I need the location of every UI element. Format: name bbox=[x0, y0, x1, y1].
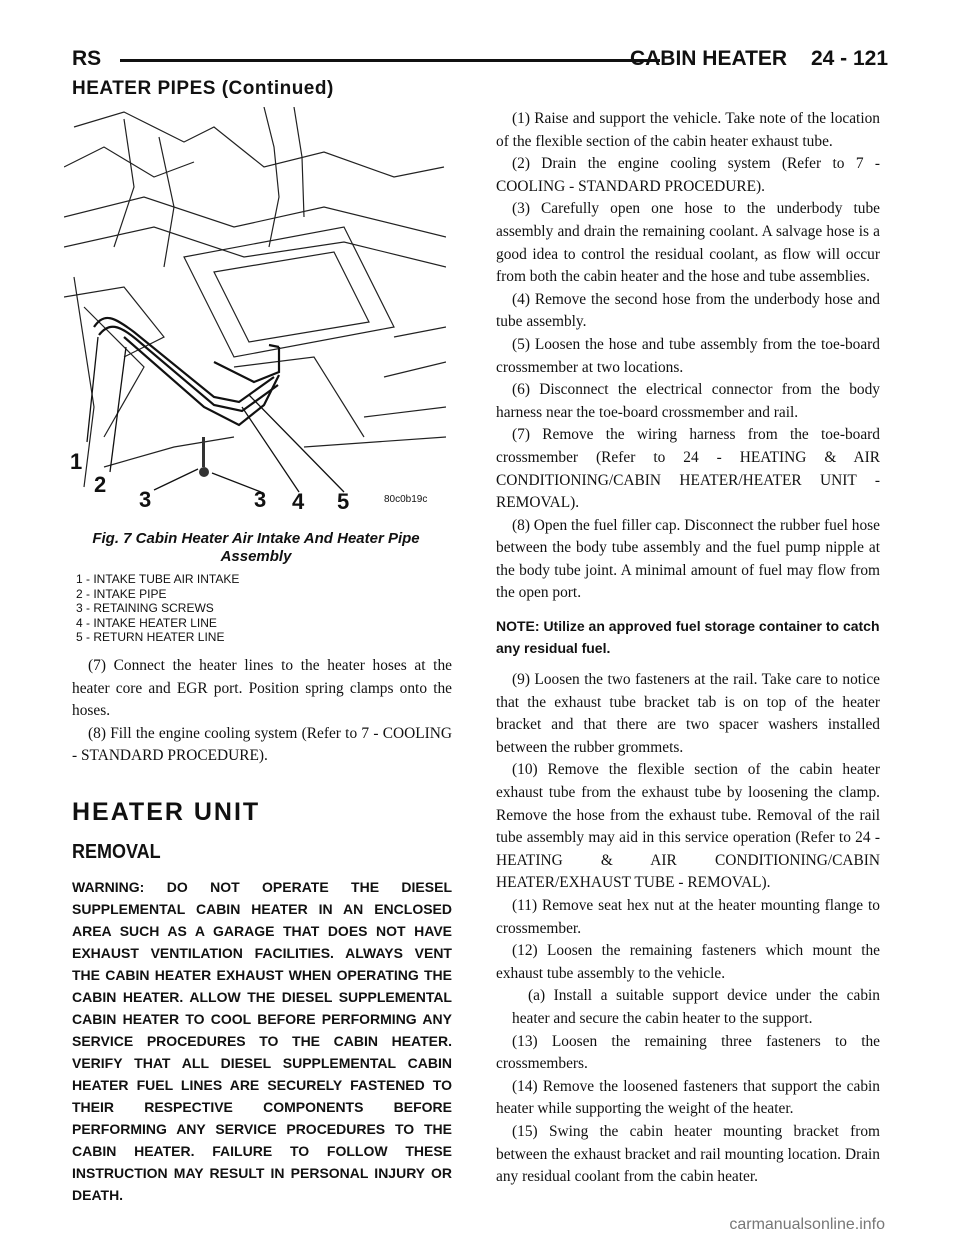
removal-step: (10) Remove the flexible section of the cabin heater exhaust tube from the exhaust tube by loosening the clamp. Remove the hose from the exhaust tube. Removal of the rail tube assembly may aid in this service operation (Refer to 24 - HEATING & AIR CONDITIONING/CABIN HEATER/EXHAUST TUBE - REMOVAL). bbox=[496, 761, 880, 892]
removal-step: (1) Raise and support the vehicle. Take note of the location of the flexible section of the cabin heater exhaust tube. bbox=[496, 110, 880, 150]
callout-4: 4 bbox=[292, 489, 305, 514]
header-page-number: 24 - 121 bbox=[810, 47, 888, 70]
step-8-fill-cooling: (8) Fill the engine cooling system (Refer to 7 - COOLING - STANDARD PROCEDURE). bbox=[72, 724, 452, 765]
removal-step: (8) Open the fuel filler cap. Disconnect the rubber fuel hose between the body tube assembly and the fuel pump nipple at the body tube joint. A minimal amount of fuel may flow from the open port. bbox=[496, 516, 880, 602]
header-vehicle-code: RS bbox=[72, 47, 102, 70]
callout-2: 2 bbox=[94, 472, 107, 497]
removal-step: (2) Drain the engine cooling system (Refer to 7 - COOLING - STANDARD PROCEDURE). bbox=[496, 155, 880, 195]
note-fuel-container: NOTE: Utilize an approved fuel storage container to catch any residual fuel. bbox=[496, 618, 880, 657]
step-7-connect-lines: (7) Connect the heater lines to the heater hoses at the heater core and EGR port. Position spring clamps onto the hoses. bbox=[72, 657, 452, 720]
warning-text: WARNING: DO NOT OPERATE THE DIESEL SUPPLEMENTAL CABIN HEATER IN AN ENCLOSED AREA SUCH AS A GARAGE THAT DOES NOT HAVE EXHAUST VENTILATION FACILITIES. ALWAYS VENT THE CABIN HEATER EXHAUST WHEN OPERATING THE CABIN HEATER. ALLOW THE DIESEL SUPPLEMENTAL CABIN HEATER TO COOL BEFORE PERFORMING ANY SERVICE PROCEDURES TO THE CABIN HEATER. VERIFY THAT ALL DIESEL SUPPLEMENTAL CABIN HEATER FUEL LINES ARE SECURELY FASTENED TO THEIR RESPECTIVE COMPONENTS BEFORE PERFORMING ANY SERVICE PROCEDURES TO THE CABIN HEATER. FAILURE TO FOLLOW THESE INSTRUCTION MAY RESULT IN PERSONAL INJURY OR DEATH. bbox=[72, 878, 452, 1203]
page-header bbox=[72, 47, 888, 69]
removal-step: (15) Swing the cabin heater mounting bracket from between the exhaust bracket and rail mounting location. Drain any residual coolant from the cabin heater. bbox=[496, 1122, 880, 1186]
header-section-title: CABIN HEATER bbox=[629, 47, 788, 70]
removal-step: (3) Carefully open one hose to the underbody tube assembly and drain the remaining coolant. A salvage hose is a good idea to control the residual coolant, as flow will occur from both the cabin heater and the hose and tube assemblies. bbox=[496, 200, 880, 286]
legend-item: 1 - INTAKE TUBE AIR INTAKE bbox=[76, 572, 240, 586]
callout-3b: 3 bbox=[254, 487, 267, 512]
header-rule bbox=[120, 59, 660, 62]
figure-caption: Fig. 7 Cabin Heater Air Intake And Heater Pipe Assembly bbox=[92, 530, 420, 565]
figure-heater-pipe-illustration bbox=[64, 107, 446, 519]
figure-legend bbox=[76, 572, 239, 645]
header-right bbox=[630, 47, 888, 71]
figure-code: 80c0b19c bbox=[384, 494, 428, 505]
removal-step: (11) Remove seat hex nut at the heater mounting flange to crossmember. bbox=[496, 897, 880, 937]
removal-step: (6) Disconnect the electrical connector from the body harness near the toe-board crossmember and rail. bbox=[496, 381, 880, 421]
legend-item: 3 - RETAINING SCREWS bbox=[76, 601, 214, 615]
removal-step: (12) Loosen the remaining fasteners which mount the exhaust tube assembly to the vehicle. bbox=[496, 942, 880, 982]
removal-step: (4) Remove the second hose from the underbody hose and tube assembly. bbox=[496, 290, 880, 331]
removal-step: (7) Remove the wiring harness from the toe-board crossmember (Refer to 24 - HEATING & AIR CONDITIONING/CABIN HEATER/HEATER UNIT - REMOVAL). bbox=[496, 426, 880, 512]
callout-3a: 3 bbox=[139, 487, 152, 512]
removal-step: (14) Remove the loosened fasteners that support the cabin heater while supporting the weight of the heater. bbox=[496, 1077, 880, 1118]
section-heading-heater-unit: HEATER UNIT bbox=[72, 797, 261, 826]
callout-5: 5 bbox=[337, 489, 350, 514]
removal-step: (5) Loosen the hose and tube assembly from the toe-board crossmember at two locations. bbox=[496, 335, 880, 376]
legend-item: 5 - RETURN HEATER LINE bbox=[76, 630, 225, 644]
legend-item: 4 - INTAKE HEATER LINE bbox=[76, 615, 217, 630]
legend-item: 2 - INTAKE PIPE bbox=[76, 586, 167, 601]
watermark: carmanualsonline.info bbox=[729, 1216, 885, 1233]
left-column bbox=[72, 655, 452, 1206]
removal-step: (13) Loosen the remaining three fasteners to the crossmembers. bbox=[496, 1032, 880, 1073]
removal-substep: (a) Install a suitable support device under the cabin heater and secure the cabin heater to the support. bbox=[512, 987, 880, 1027]
callout-1: 1 bbox=[70, 449, 83, 474]
subheading-removal: REMOVAL bbox=[72, 840, 161, 863]
removal-step: (9) Loosen the two fasteners at the rail. Take care to notice that the exhaust tube bracket tab is on top of the heater bracket and that there are two spacer washers installed between the rubber grommets. bbox=[496, 671, 880, 756]
continued-heading: HEATER PIPES (Continued) bbox=[72, 78, 334, 99]
right-column bbox=[496, 108, 880, 1189]
